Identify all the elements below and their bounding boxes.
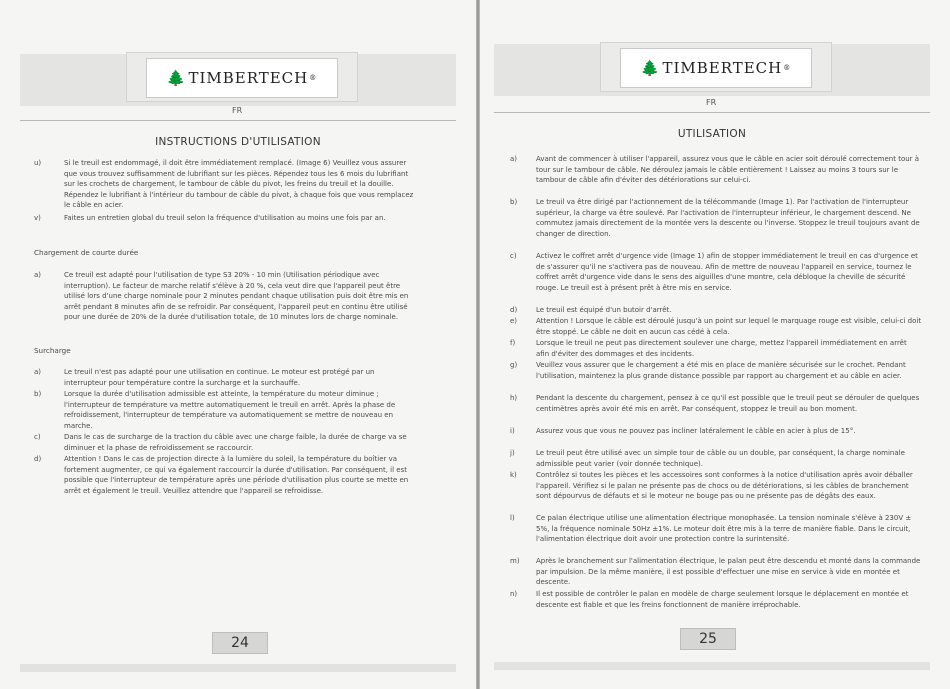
item-key: j) xyxy=(510,449,515,457)
item-text: Attention ! Lorsque le câble est déroulé jusqu'à un point sur lequel le marquage rouge est visible, celui-ci doit être stoppé. Le câble ne doit en aucun cas cédé à cela. xyxy=(536,317,922,336)
brand-name: TIMBERTECH xyxy=(188,69,309,87)
item-text: Ce treuil est adapté pour l'utilisation de type S3 20% - 10 min (Utilisation périodique avec interruption). Le facteur de marche relatif s'élève à 20 %, cela veut dire que l'appareil peut être utilisé lors d'une charge nominale pour 2 minutes pendant chaque utilisation puis doit être mis en arrêt pendant 8 minutes afin de se refroidir. Par conséquent, l'appareil peut en continu être utilisé pour une durée de 20% de la durée d'utilisation totale, de 10 minutes lors de charge nominale. xyxy=(64,271,409,322)
list-item xyxy=(510,154,922,197)
brand-name: TIMBERTECH xyxy=(662,59,783,77)
item-text: Assurez vous que vous ne pouvez pas incliner latéralement le câble en acier à plus de 15°. xyxy=(536,427,856,435)
page-title: INSTRUCTIONS D'UTILISATION xyxy=(155,136,321,148)
divider xyxy=(494,112,930,113)
list-item xyxy=(34,454,419,507)
list-item xyxy=(510,338,922,360)
item-text: Ce palan électrique utilise une alimentation électrique monophasée. La tension nominale s'élève à 230V ± 5%, la fréquence nominale 50Hz ±1%. Le moteur doit être mis à la terre de manière fiable. Dans le circuit, l'alimentation électrique doit avoir une protection contre la surintensité. xyxy=(536,514,912,544)
list-item xyxy=(34,367,419,389)
list-item xyxy=(34,432,419,454)
item-key: f) xyxy=(510,339,516,347)
list-item xyxy=(510,360,922,393)
tree-icon: 🌲 xyxy=(166,69,187,87)
item-key: c) xyxy=(510,252,517,260)
list-item xyxy=(34,158,419,211)
item-text: Veuillez vous assurer que le chargement a été mis en place de manière sécurisée sur le crochet. Pendant l'utilisation, maintenez la plus grande distance possible par rapport au chargement et au câble en acier. xyxy=(536,361,906,380)
page-title: UTILISATION xyxy=(677,128,747,140)
list-item xyxy=(510,316,922,338)
item-key: k) xyxy=(510,471,517,479)
item-key: d) xyxy=(34,455,42,463)
registered-mark: ® xyxy=(783,64,792,72)
list-item xyxy=(510,393,922,426)
logo-banner xyxy=(146,58,338,98)
language-label: FR xyxy=(706,98,717,107)
item-text: Pendant la descente du chargement, pensez à ce qu'il est possible que le treuil peut se dérouler de quelques centimètres après avoir été mis en arrêt. Par conséquent, stoppez le treuil au bon moment. xyxy=(536,394,920,413)
item-text: Le treuil va être dirigé par l'actionnement de la télécommande (Image 1). Par l'activation de l'interrupteur supérieur, la charge va être soulevé. Par l'activation de l'interrupteur inférieur, le chargement descend. Ne commutez jamais directement de la montée vers la descente ou l'inverse. Stoppez le treuil toujours avant de changer de direction. xyxy=(536,198,920,238)
list-item xyxy=(510,197,922,251)
item-text: Le treuil peut être utilisé avec un simple tour de câble ou un double, par conséquent, la charge nominale admissible peut varier (voir donnée technique). xyxy=(536,449,905,468)
page-number: 25 xyxy=(680,628,736,650)
item-key: c) xyxy=(34,433,41,441)
item-text: Faites un entretien global du treuil selon la fréquence d'utilisation au moins une fois par an. xyxy=(64,214,386,222)
list-item xyxy=(510,513,922,556)
item-text: Le treuil n'est pas adapté pour une utilisation en continue. Le moteur est protégé par un interrupteur pour température contre la surcharge et la surchauffe. xyxy=(64,368,375,387)
section-heading: Chargement de courte durée xyxy=(34,248,139,257)
timbertech-logo xyxy=(641,59,792,77)
item-key: a) xyxy=(510,155,518,163)
item-text: Après le branchement sur l'alimentation électrique, le palan peut être descendu et monté dans la commande par impulsion. De la même manière, il est possible d'effectuer une mise en service à vide en montée et descente. xyxy=(536,557,921,587)
list-item xyxy=(510,448,922,470)
item-key: n) xyxy=(510,590,518,598)
item-key: a) xyxy=(34,368,42,376)
item-key: i) xyxy=(510,427,515,435)
tree-icon: 🌲 xyxy=(640,59,661,77)
item-text: Attention ! Dans le cas de projection directe à la lumière du soleil, la température du boîtier va fortement augmenter, ce qui va également raccourcir la durée d'utilisation. Par conséquent, il est possible que l'interrupteur de température après une période d'utilisation plus courte se mette en arrêt et également le treuil. Veuillez attendre que l'appareil se refroidisse. xyxy=(64,455,409,495)
item-key: b) xyxy=(34,390,42,398)
list-item xyxy=(510,251,922,305)
item-key: v) xyxy=(34,214,41,222)
item-key: u) xyxy=(34,159,42,167)
item-text: Dans le cas de surcharge de la traction du câble avec une charge faible, la durée de charge va se diminuer et la phase de refroidissement se raccourcir. xyxy=(64,433,407,452)
item-text: Activez le coffret arrêt d'urgence vide (Image 1) afin de stopper immédiatement le treuil en cas d'urgence et de s'assurer qu'il ne s'activera pas de nouveau. Afin de mettre de nouveau l'appareil en service, tournez le coffret arrêt d'urgence vide dans le sens des aiguilles d'une montre, cela débloque la cheville de sécurité rouge. Le treuil est à présent prêt à être mis en service. xyxy=(536,252,918,292)
registered-mark: ® xyxy=(309,74,318,82)
item-text: Avant de commencer à utiliser l'appareil, assurez vous que le câble en acier soit déroulé correctement tour à tour sur le tambour de câble. Ne déroulez jamais le câble entièrement ! Laissez au moins 3 tours sur le tambour de câble afin d'éviter des détériorations sur celui-ci. xyxy=(536,155,920,185)
logo-banner xyxy=(620,48,812,88)
item-text: Il est possible de contrôler le palan en modèle de charge seulement lorsque le déplacement en montée et descente est fiable et que les freins fonctionnent de manière irréprochable. xyxy=(536,590,909,609)
item-text: Lorsque le treuil ne peut pas directement soulever une charge, mettez l'appareil immédiatement en arrêt afin d'éviter des dommages et des incidents. xyxy=(536,339,907,358)
item-key: l) xyxy=(510,514,515,522)
list-item xyxy=(510,589,922,622)
item-text: Le treuil est équipé d'un butoir d'arrêt. xyxy=(536,306,672,314)
item-key: b) xyxy=(510,198,518,206)
page-number: 24 xyxy=(212,632,268,654)
footer-band xyxy=(20,664,456,672)
list-item xyxy=(510,556,922,589)
list-item xyxy=(510,305,922,316)
item-key: e) xyxy=(510,317,518,325)
list-item xyxy=(510,470,922,513)
list-item xyxy=(510,426,922,448)
item-text: Si le treuil est endommagé, il doit être immédiatement remplacé. (Image 6) Veuillez vous assurer que vous trouvez suffisamment de lubrifiant sur les pièces. Répendez tous les 6 mois du lubrifiant sur les crochets de chargement, le tambour de câble du pivot, les freins du treuil et la douille. Répendez le lubrifiant à l'intérieur du tambour de câble du pivot, à chaque fois que vous remplacez le câble en acier. xyxy=(64,159,414,210)
item-text: Contrôlez si toutes les pièces et les accessoires sont conformes à la notice d'utilisation après avoir déballer l'appareil. Vérifiez si le palan ne présente pas de chocs ou de détériorations, si les câbles de branchement sont dépourvus de défauts et si le moteur ne bouge pas ou ne présente pas de dégâts des eaux. xyxy=(536,471,913,501)
item-text: Lorsque la durée d'utilisation admissible est atteinte, la température du moteur diminue ; l'interrupteur de température va mettre automatiquement le treuil en arrêt. Après la phase de refroidissement, l'interrupteur de température va automatiquement se mettre de nouveau en marche. xyxy=(64,390,396,430)
divider xyxy=(20,120,456,121)
item-key: g) xyxy=(510,361,518,369)
list-item xyxy=(34,389,419,432)
item-key: d) xyxy=(510,306,518,314)
timbertech-logo xyxy=(167,69,318,87)
item-key: a) xyxy=(34,271,42,279)
section-heading: Surcharge xyxy=(34,346,71,355)
item-key: h) xyxy=(510,394,518,402)
language-label: FR xyxy=(232,106,243,115)
right-page xyxy=(480,0,950,689)
list-item xyxy=(34,270,419,334)
list-item xyxy=(34,213,419,235)
item-key: m) xyxy=(510,557,520,565)
footer-band xyxy=(494,662,930,670)
